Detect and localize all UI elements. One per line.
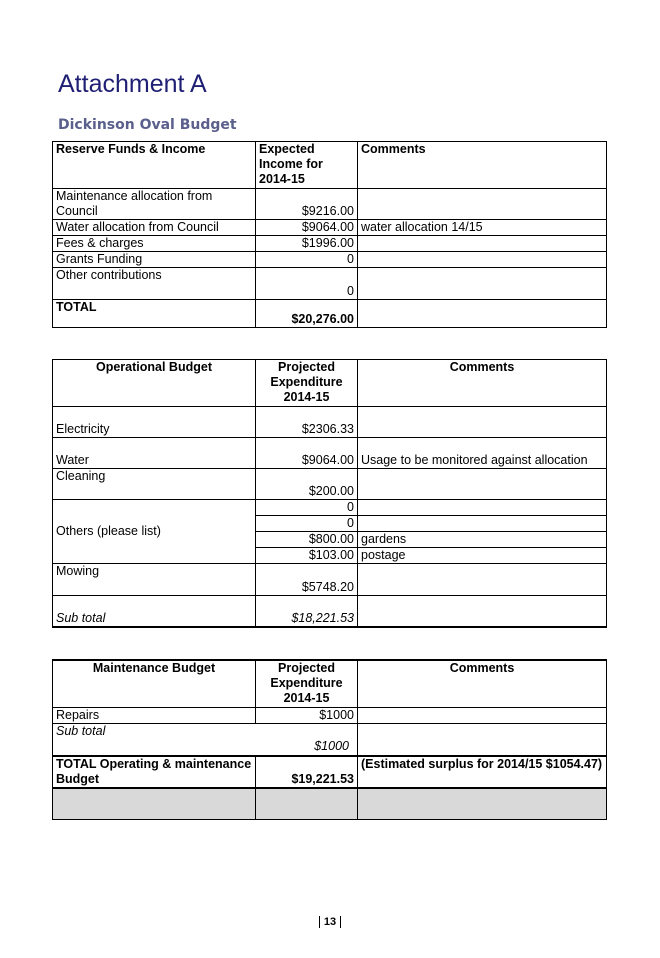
table-row xyxy=(53,438,607,469)
row-value: $103.00 xyxy=(256,548,358,564)
subtotal-label: Sub total xyxy=(56,723,106,738)
total-row xyxy=(53,300,607,328)
others-label: Others (please list) xyxy=(53,500,256,564)
row-label: Maintenance allocation from Council xyxy=(53,189,256,220)
table-row xyxy=(53,407,607,438)
page-number xyxy=(0,916,660,928)
row-comment xyxy=(358,268,607,300)
total-value: $19,221.53 xyxy=(256,756,358,788)
total-comment: (Estimated surplus for 2014/15 $1054.47) xyxy=(358,756,607,788)
income-table xyxy=(52,141,607,328)
total-row xyxy=(53,756,607,788)
total-value: $20,276.00 xyxy=(256,300,358,328)
blank-cell xyxy=(256,788,358,820)
income-header-comments: Comments xyxy=(358,142,607,189)
subtotal-row xyxy=(53,723,607,756)
total-label: TOTAL Operating & maintenance Budget xyxy=(53,756,256,788)
table-row xyxy=(53,469,607,500)
row-value: 0 xyxy=(256,516,358,532)
row-label: Mowing xyxy=(53,564,256,596)
subtotal-cell xyxy=(53,723,358,756)
blank-row xyxy=(53,788,607,820)
total-label: TOTAL xyxy=(53,300,256,328)
blank-cell xyxy=(53,788,256,820)
row-label: Other contributions xyxy=(53,268,256,300)
row-comment: gardens xyxy=(358,532,607,548)
row-comment xyxy=(358,707,607,723)
row-label: Repairs xyxy=(53,707,256,723)
row-label: Water xyxy=(53,438,256,469)
row-comment: water allocation 14/15 xyxy=(358,220,607,236)
row-label: Cleaning xyxy=(53,469,256,500)
row-label: Fees & charges xyxy=(53,236,256,252)
row-value: $9064.00 xyxy=(256,220,358,236)
row-comment xyxy=(358,407,607,438)
row-value: 0 xyxy=(256,500,358,516)
income-header-label: Reserve Funds & Income xyxy=(53,142,256,189)
operational-table xyxy=(52,359,607,628)
subtotal-value: $1000 xyxy=(314,738,349,753)
blank-cell xyxy=(358,788,607,820)
row-value: $1996.00 xyxy=(256,236,358,252)
row-comment: postage xyxy=(358,548,607,564)
table-row xyxy=(53,564,607,596)
page-title: Attachment A xyxy=(58,70,207,98)
row-comment xyxy=(358,236,607,252)
row-value: $5748.20 xyxy=(256,564,358,596)
row-label: Water allocation from Council xyxy=(53,220,256,236)
subtotal-value: $18,221.53 xyxy=(256,596,358,627)
row-value: $9216.00 xyxy=(256,189,358,220)
income-header-value: Expected Income for 2014-15 xyxy=(256,142,358,189)
subtotal-comment xyxy=(358,596,607,627)
operational-header-row xyxy=(53,360,607,407)
table-row xyxy=(53,189,607,220)
table-row xyxy=(53,707,607,723)
row-value: $2306.33 xyxy=(256,407,358,438)
table-row xyxy=(53,220,607,236)
total-comment xyxy=(358,300,607,328)
row-comment xyxy=(358,189,607,220)
table-row xyxy=(53,500,607,516)
maintenance-header-comments: Comments xyxy=(358,660,607,707)
maintenance-table xyxy=(52,659,607,820)
table-row xyxy=(53,236,607,252)
row-value: 0 xyxy=(256,268,358,300)
row-value: $9064.00 xyxy=(256,438,358,469)
row-comment: Usage to be monitored against allocation xyxy=(358,438,607,469)
document-subtitle: Dickinson Oval Budget xyxy=(58,117,237,133)
maintenance-header-value: Projected Expenditure 2014-15 xyxy=(256,660,358,707)
row-value: $1000 xyxy=(256,707,358,723)
row-label: Electricity xyxy=(53,407,256,438)
row-value: $200.00 xyxy=(256,469,358,500)
maintenance-header-row xyxy=(53,660,607,707)
row-comment xyxy=(358,252,607,268)
row-comment xyxy=(358,469,607,500)
row-value: $800.00 xyxy=(256,532,358,548)
maintenance-header-label: Maintenance Budget xyxy=(53,660,256,707)
page-number-text: 13 xyxy=(319,916,341,928)
operational-header-comments: Comments xyxy=(358,360,607,407)
operational-header-label: Operational Budget xyxy=(53,360,256,407)
row-comment xyxy=(358,516,607,532)
row-comment xyxy=(358,500,607,516)
row-value: 0 xyxy=(256,252,358,268)
subtotal-row xyxy=(53,596,607,627)
row-label: Grants Funding xyxy=(53,252,256,268)
table-row xyxy=(53,252,607,268)
subtotal-label: Sub total xyxy=(53,596,256,627)
income-header-row xyxy=(53,142,607,189)
operational-header-value: Projected Expenditure 2014-15 xyxy=(256,360,358,407)
table-row xyxy=(53,268,607,300)
subtotal-comment xyxy=(358,723,607,756)
row-comment xyxy=(358,564,607,596)
